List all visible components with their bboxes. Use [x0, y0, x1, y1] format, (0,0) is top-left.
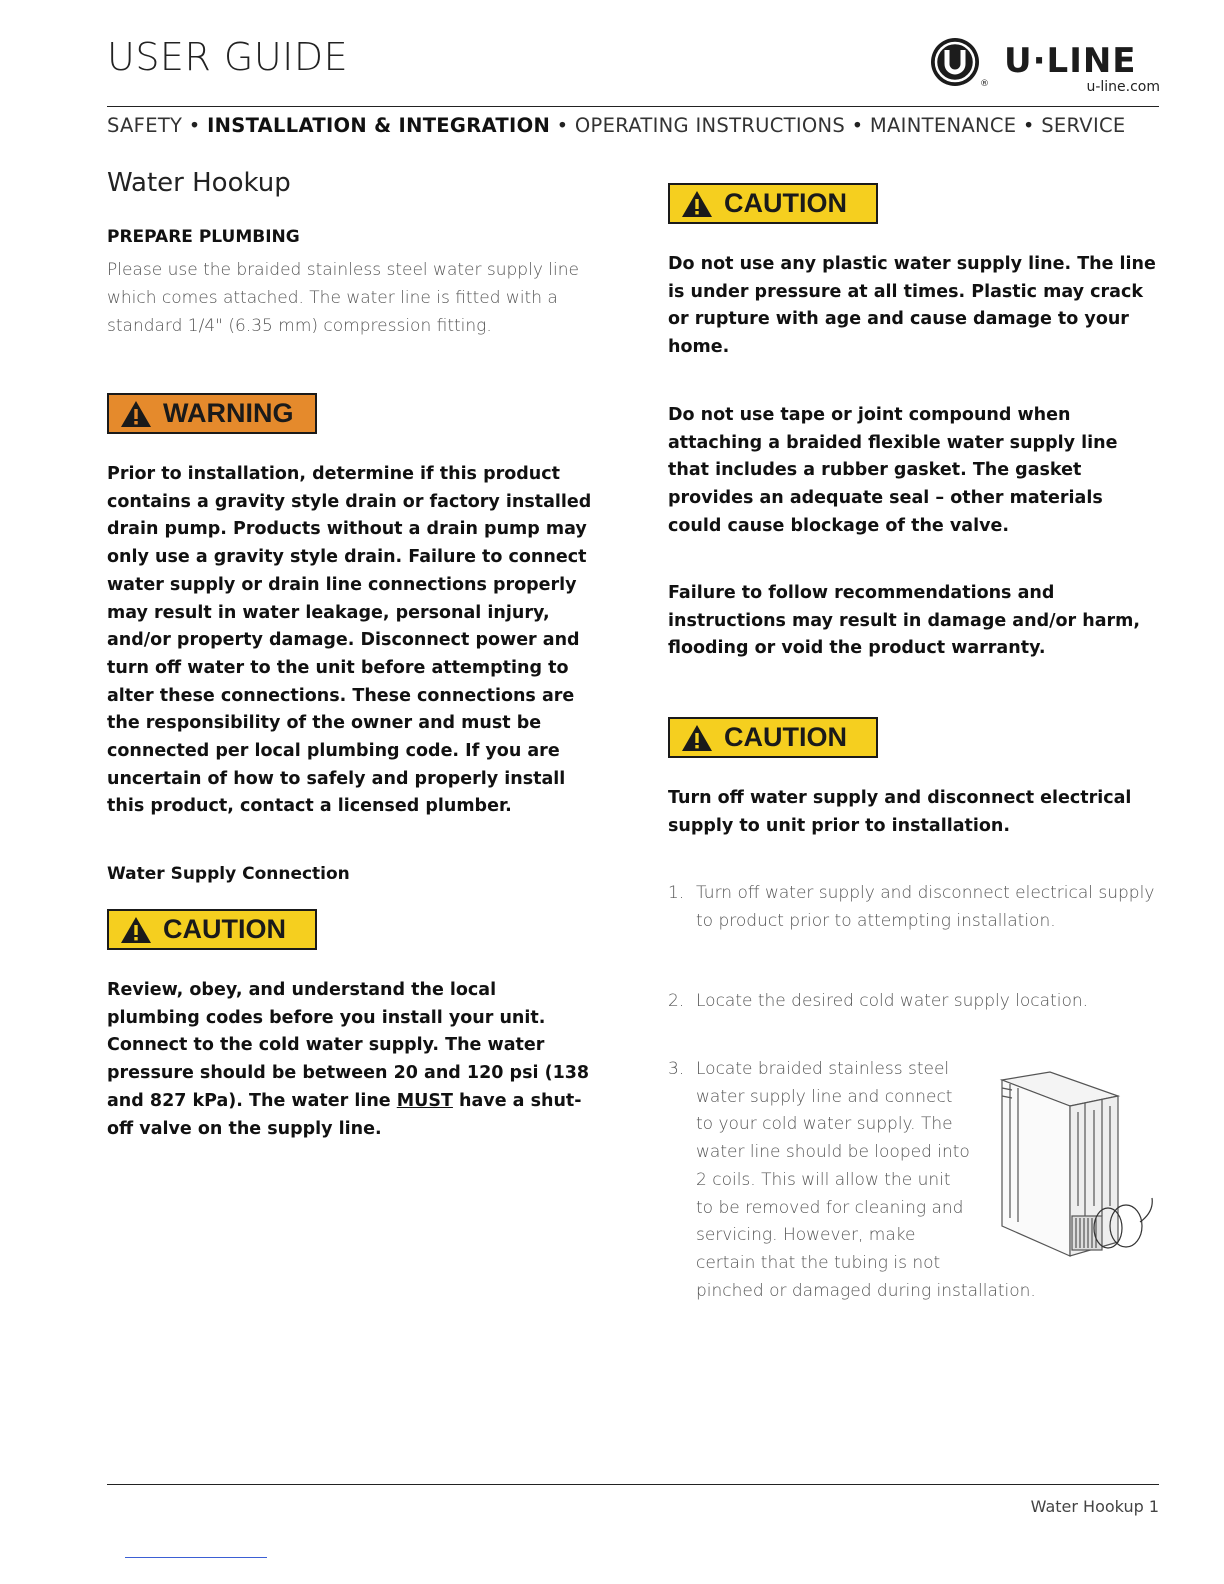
footer-rule	[107, 1484, 1159, 1485]
caution-triangle-icon	[119, 915, 153, 945]
failure-caution-text: Failure to follow recommendations and instructions may result in damage and/or harm, flooding or void the product warranty.	[668, 583, 1141, 659]
nav-separator: •	[556, 114, 569, 137]
supply-caution-text: Review, obey, and understand the local plumbing codes before you install your unit. Connect to the cold water supply. The water pressure should be between 20 and 120 psi (138 and 827 kPa). The water line MUST have a shut- off valve on the supply line.	[107, 980, 590, 1139]
water-supply-heading: Water Supply Connection	[107, 864, 350, 884]
warning-triangle-icon	[119, 399, 153, 429]
must-emphasis: MUST	[396, 1090, 453, 1111]
nav-separator: •	[188, 114, 201, 137]
brand-wordmark: U·LINE	[1004, 41, 1137, 81]
step-number: 2.	[668, 991, 685, 1011]
appliance-illustration	[990, 1066, 1160, 1266]
nav-separator: •	[851, 114, 864, 137]
caution-triangle-icon	[680, 723, 714, 753]
nav-item-installation[interactable]: INSTALLATION & INTEGRATION	[207, 114, 551, 137]
caution-label: CAUTION	[724, 722, 847, 752]
caution-label: CAUTION	[724, 188, 847, 218]
prepare-plumbing-text: Please use the braided stainless steel water supply line which comes attached. The water line is fitted with a standard 1/4" (6.35 mm) compression fitting.	[107, 260, 579, 336]
disconnect-caution-text: Turn off water supply and disconnect electrical supply to unit prior to installation.	[668, 788, 1132, 836]
caution-triangle-icon	[680, 189, 714, 219]
registered-mark: ®	[980, 79, 989, 89]
prepare-plumbing-heading: PREPARE PLUMBING	[107, 227, 300, 247]
tape-caution-text: Do not use tape or joint compound when attaching a braided flexible water supply line that includes a rubber gasket. The gasket provides an adequate seal – other materials could cause blockage of the valve.	[668, 405, 1118, 536]
caution-badge-left	[107, 909, 317, 950]
step-number: 3.	[668, 1059, 685, 1079]
plastic-line-caution-text: Do not use any plastic water supply line. The line is under pressure at all times. Plastic may crack or rupture with age and cause damage to your home.	[668, 254, 1156, 358]
step-number: 1.	[668, 883, 685, 903]
caution-badge-right-2	[668, 717, 878, 758]
caution-badge-right-1	[668, 183, 878, 224]
section-nav	[107, 114, 1167, 137]
warning-badge	[107, 393, 317, 434]
header-rule	[107, 106, 1159, 107]
brand-url[interactable]: u-line.com	[1086, 79, 1160, 95]
warning-label: WARNING	[163, 398, 294, 428]
logo-circle-icon	[931, 38, 979, 86]
link-underline	[125, 1557, 267, 1558]
caution-label: CAUTION	[163, 914, 286, 944]
warning-text: Prior to installation, determine if this product contains a gravity style drain or factory installed drain pump. Products without a drain pump may only use a gravity style drain. Failure to connect water supply or drain line connections properly may result in water leakage, personal injury, and/or property damage. Disconnect power and turn off water to the unit before attempting to alter these connections. These connections are the responsibility of the owner and must be connected per local plumbing code. If you are uncertain of how to safely and properly install this product, contact a licensed plumber.	[107, 464, 592, 817]
section-title: Water Hookup	[107, 168, 291, 198]
nav-item-operating[interactable]: OPERATING INSTRUCTIONS	[574, 114, 846, 137]
nav-item-safety[interactable]: SAFETY	[107, 114, 183, 137]
nav-item-service[interactable]: SERVICE	[1041, 114, 1126, 137]
nav-separator: •	[1022, 114, 1035, 137]
document-title: USER GUIDE	[107, 35, 349, 79]
page-footer-label: Water Hookup 1	[1030, 1497, 1159, 1516]
nav-item-maintenance[interactable]: MAINTENANCE	[869, 114, 1017, 137]
